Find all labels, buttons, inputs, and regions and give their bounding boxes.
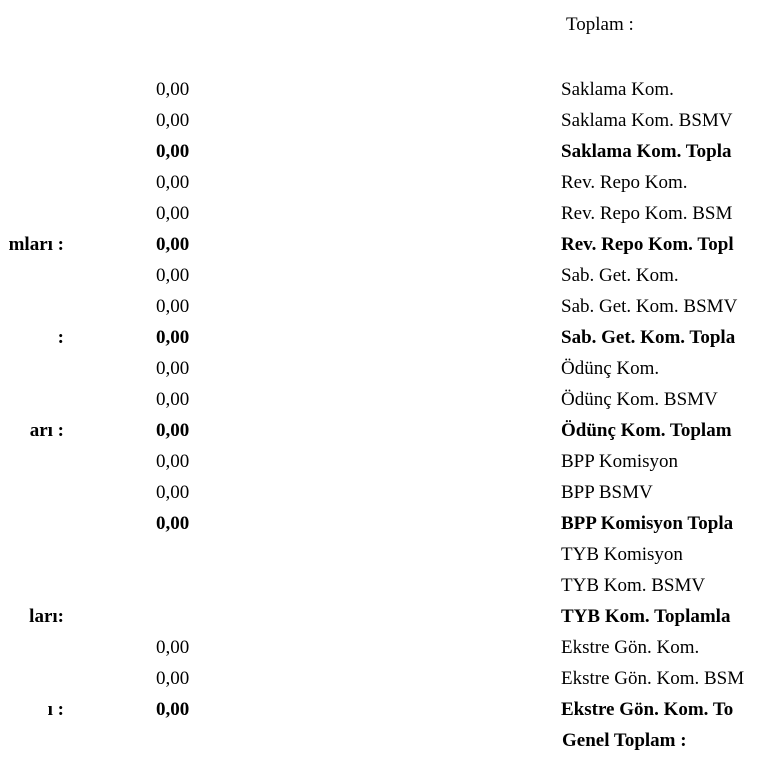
commission-label: BPP Komisyon [561,451,679,472]
commission-total-label: Ekstre Gön. Kom. To [561,699,734,720]
report-row-subtotal [0,229,768,260]
commission-label: TYB Kom. BSMV [561,575,706,596]
commission-label: Ekstre Gön. Kom. BSM [561,668,745,689]
amount-value: 0,00 [156,203,190,224]
amount-value: 0,00 [156,265,190,286]
commission-label: Rev. Repo Kom. BSM [561,203,733,224]
report-row-subtotal [0,415,768,446]
report-row [0,260,768,291]
report-rows [0,74,768,756]
commission-total-label: TYB Kom. Toplamla [561,606,731,627]
commission-label: Ödünç Kom. BSMV [561,389,718,410]
amount-value: 0,00 [156,234,190,255]
commission-label: Saklama Kom. [561,79,674,100]
amount-value: 0,00 [156,451,190,472]
amount-value: 0,00 [156,296,190,317]
left-total-label: arı : [29,420,64,441]
amount-value: 0,00 [156,482,190,503]
report-row [0,291,768,322]
amount-value: 0,00 [156,172,190,193]
commission-total-label: Ödünç Kom. Toplam [561,420,732,441]
report-row [0,446,768,477]
report-row-subtotal [0,694,768,725]
left-total-label: mları : [8,234,64,255]
commission-total-label: Sab. Get. Kom. Topla [561,327,736,348]
amount-value: 0,00 [156,327,190,348]
report-row-subtotal [0,322,768,353]
amount-value: 0,00 [156,79,190,100]
report-row [0,570,768,601]
report-row-subtotal [0,136,768,167]
amount-value: 0,00 [156,637,190,658]
commission-label: TYB Komisyon [561,544,683,565]
amount-value: 0,00 [156,389,190,410]
commission-total-label: Saklama Kom. Topla [561,141,732,162]
header-total-label: Toplam : [566,14,634,35]
commission-label: Saklama Kom. BSMV [561,110,733,131]
amount-value: 0,00 [156,110,190,131]
amount-value: 0,00 [156,420,190,441]
commission-label: BPP BSMV [561,482,653,503]
left-total-label: ları: [29,606,64,627]
amount-value: 0,00 [156,668,190,689]
report-row-subtotal [0,601,768,632]
commission-label: Rev. Repo Kom. [561,172,688,193]
report-row [0,663,768,694]
commission-total-label: BPP Komisyon Topla [561,513,734,534]
report-row [0,539,768,570]
grand-total-label: Genel Toplam : [562,730,687,751]
report-row-subtotal [0,508,768,539]
report-row [0,353,768,384]
commission-label: Ödünç Kom. [561,358,660,379]
amount-value: 0,00 [156,141,190,162]
left-total-label: ı : [47,699,64,720]
commission-total-label: Rev. Repo Kom. Topl [561,234,734,255]
report-row [0,167,768,198]
report-row [0,384,768,415]
amount-value: 0,00 [156,358,190,379]
report-row [0,477,768,508]
report-row [0,105,768,136]
commission-label: Sab. Get. Kom. BSMV [561,296,738,317]
report-row [0,74,768,105]
report-row-grand-total [0,725,768,756]
amount-value: 0,00 [156,699,190,720]
commission-label: Ekstre Gön. Kom. [561,637,700,658]
report-row [0,632,768,663]
report-row [0,198,768,229]
left-total-label: : [57,327,64,348]
amount-value: 0,00 [156,513,190,534]
commission-label: Sab. Get. Kom. [561,265,679,286]
